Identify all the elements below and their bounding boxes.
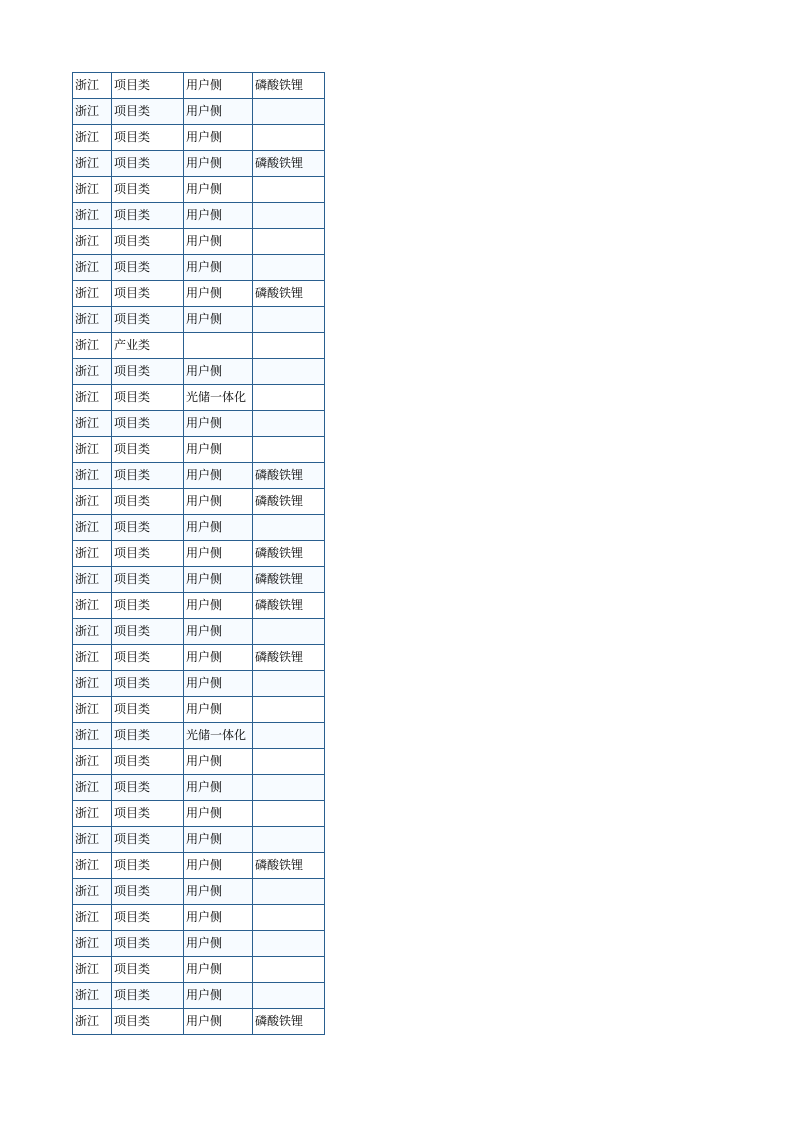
region-cell[interactable]: 浙江 (73, 515, 112, 541)
table-row (73, 645, 325, 671)
technology-cell[interactable]: 磷酸铁锂 (253, 1009, 325, 1035)
region-cell[interactable]: 浙江 (73, 697, 112, 723)
table-row (73, 1009, 325, 1035)
category-cell[interactable]: 项目类 (112, 177, 184, 203)
side-cell[interactable]: 用户侧 (184, 489, 253, 515)
technology-cell[interactable] (253, 671, 325, 697)
side-cell[interactable]: 用户侧 (184, 671, 253, 697)
region-cell[interactable]: 浙江 (73, 385, 112, 411)
category-cell[interactable]: 项目类 (112, 645, 184, 671)
technology-cell[interactable] (253, 437, 325, 463)
technology-cell[interactable] (253, 203, 325, 229)
side-cell[interactable]: 用户侧 (184, 281, 253, 307)
technology-cell[interactable]: 磷酸铁锂 (253, 853, 325, 879)
region-cell[interactable]: 浙江 (73, 489, 112, 515)
side-cell[interactable]: 用户侧 (184, 359, 253, 385)
technology-cell[interactable]: 磷酸铁锂 (253, 73, 325, 99)
region-cell[interactable]: 浙江 (73, 957, 112, 983)
table-row (73, 515, 325, 541)
side-cell[interactable]: 用户侧 (184, 515, 253, 541)
table-row (73, 931, 325, 957)
side-cell[interactable]: 用户侧 (184, 437, 253, 463)
category-cell[interactable]: 项目类 (112, 411, 184, 437)
category-cell[interactable]: 项目类 (112, 359, 184, 385)
category-cell[interactable]: 项目类 (112, 1009, 184, 1035)
category-cell[interactable]: 项目类 (112, 125, 184, 151)
region-cell[interactable]: 浙江 (73, 879, 112, 905)
technology-cell[interactable] (253, 385, 325, 411)
technology-cell[interactable] (253, 749, 325, 775)
region-cell[interactable]: 浙江 (73, 801, 112, 827)
technology-cell[interactable] (253, 931, 325, 957)
region-cell[interactable]: 浙江 (73, 73, 112, 99)
region-cell[interactable]: 浙江 (73, 567, 112, 593)
side-cell[interactable]: 用户侧 (184, 411, 253, 437)
category-cell[interactable]: 项目类 (112, 697, 184, 723)
side-cell[interactable]: 用户侧 (184, 307, 253, 333)
table-row (73, 827, 325, 853)
table-row (73, 359, 325, 385)
category-cell[interactable]: 项目类 (112, 853, 184, 879)
table-row (73, 905, 325, 931)
category-cell[interactable]: 项目类 (112, 671, 184, 697)
table-row (73, 333, 325, 359)
table-row (73, 957, 325, 983)
category-cell[interactable]: 项目类 (112, 905, 184, 931)
technology-cell[interactable] (253, 827, 325, 853)
region-cell[interactable]: 浙江 (73, 359, 112, 385)
side-cell[interactable]: 用户侧 (184, 853, 253, 879)
side-cell[interactable]: 光储一体化 (184, 723, 253, 749)
category-cell[interactable]: 项目类 (112, 619, 184, 645)
side-cell[interactable]: 用户侧 (184, 151, 253, 177)
region-cell[interactable]: 浙江 (73, 411, 112, 437)
table-row (73, 281, 325, 307)
category-cell[interactable]: 项目类 (112, 203, 184, 229)
category-cell[interactable]: 项目类 (112, 801, 184, 827)
category-cell[interactable]: 项目类 (112, 541, 184, 567)
category-cell[interactable]: 项目类 (112, 385, 184, 411)
region-cell[interactable]: 浙江 (73, 177, 112, 203)
table-row (73, 801, 325, 827)
table-row (73, 151, 325, 177)
side-cell[interactable]: 用户侧 (184, 99, 253, 125)
side-cell[interactable]: 用户侧 (184, 827, 253, 853)
technology-cell[interactable] (253, 177, 325, 203)
category-cell[interactable]: 项目类 (112, 515, 184, 541)
side-cell[interactable]: 用户侧 (184, 931, 253, 957)
side-cell[interactable]: 用户侧 (184, 541, 253, 567)
technology-cell[interactable] (253, 801, 325, 827)
category-cell[interactable]: 项目类 (112, 567, 184, 593)
region-cell[interactable]: 浙江 (73, 307, 112, 333)
table-row (73, 255, 325, 281)
side-cell[interactable]: 用户侧 (184, 749, 253, 775)
region-cell[interactable]: 浙江 (73, 645, 112, 671)
category-cell[interactable]: 项目类 (112, 879, 184, 905)
technology-cell[interactable] (253, 411, 325, 437)
region-cell[interactable]: 浙江 (73, 827, 112, 853)
region-cell[interactable]: 浙江 (73, 775, 112, 801)
table-row (73, 853, 325, 879)
category-cell[interactable]: 项目类 (112, 229, 184, 255)
region-cell[interactable]: 浙江 (73, 229, 112, 255)
side-cell[interactable]: 用户侧 (184, 229, 253, 255)
side-cell[interactable]: 用户侧 (184, 645, 253, 671)
table-body (73, 73, 325, 1035)
technology-cell[interactable]: 磷酸铁锂 (253, 489, 325, 515)
table-row (73, 697, 325, 723)
table-row (73, 879, 325, 905)
side-cell[interactable]: 用户侧 (184, 775, 253, 801)
table-row (73, 177, 325, 203)
technology-cell[interactable] (253, 775, 325, 801)
technology-cell[interactable]: 磷酸铁锂 (253, 151, 325, 177)
region-cell[interactable]: 浙江 (73, 853, 112, 879)
category-cell[interactable]: 项目类 (112, 931, 184, 957)
table-row (73, 437, 325, 463)
table-row (73, 73, 325, 99)
region-cell[interactable]: 浙江 (73, 437, 112, 463)
side-cell[interactable]: 用户侧 (184, 619, 253, 645)
category-cell[interactable]: 项目类 (112, 723, 184, 749)
table-row (73, 463, 325, 489)
category-cell[interactable]: 项目类 (112, 957, 184, 983)
region-cell[interactable]: 浙江 (73, 203, 112, 229)
technology-cell[interactable]: 磷酸铁锂 (253, 281, 325, 307)
region-cell[interactable]: 浙江 (73, 671, 112, 697)
technology-cell[interactable] (253, 307, 325, 333)
table-row (73, 723, 325, 749)
category-cell[interactable]: 项目类 (112, 437, 184, 463)
table-row (73, 749, 325, 775)
region-cell[interactable]: 浙江 (73, 619, 112, 645)
region-cell[interactable]: 浙江 (73, 723, 112, 749)
side-cell[interactable]: 用户侧 (184, 125, 253, 151)
side-cell[interactable]: 用户侧 (184, 879, 253, 905)
category-cell[interactable]: 项目类 (112, 827, 184, 853)
technology-cell[interactable] (253, 125, 325, 151)
table-row (73, 99, 325, 125)
region-cell[interactable]: 浙江 (73, 1009, 112, 1035)
side-cell[interactable]: 用户侧 (184, 203, 253, 229)
region-cell[interactable]: 浙江 (73, 541, 112, 567)
category-cell[interactable]: 项目类 (112, 489, 184, 515)
technology-cell[interactable]: 磷酸铁锂 (253, 567, 325, 593)
side-cell[interactable]: 用户侧 (184, 255, 253, 281)
table-row (73, 541, 325, 567)
technology-cell[interactable]: 磷酸铁锂 (253, 593, 325, 619)
category-cell[interactable]: 产业类 (112, 333, 184, 359)
technology-cell[interactable] (253, 619, 325, 645)
side-cell[interactable]: 用户侧 (184, 593, 253, 619)
region-cell[interactable]: 浙江 (73, 151, 112, 177)
region-cell[interactable]: 浙江 (73, 281, 112, 307)
side-cell[interactable]: 用户侧 (184, 73, 253, 99)
table-row (73, 411, 325, 437)
region-cell[interactable]: 浙江 (73, 99, 112, 125)
table-row (73, 307, 325, 333)
region-cell[interactable]: 浙江 (73, 749, 112, 775)
table-row (73, 229, 325, 255)
side-cell[interactable]: 光储一体化 (184, 385, 253, 411)
technology-cell[interactable] (253, 333, 325, 359)
side-cell[interactable] (184, 333, 253, 359)
technology-cell[interactable]: 磷酸铁锂 (253, 541, 325, 567)
technology-cell[interactable]: 磷酸铁锂 (253, 645, 325, 671)
table-row (73, 593, 325, 619)
category-cell[interactable]: 项目类 (112, 151, 184, 177)
category-cell[interactable]: 项目类 (112, 73, 184, 99)
category-cell[interactable]: 项目类 (112, 281, 184, 307)
region-cell[interactable]: 浙江 (73, 593, 112, 619)
technology-cell[interactable] (253, 723, 325, 749)
category-cell[interactable]: 项目类 (112, 99, 184, 125)
technology-cell[interactable] (253, 229, 325, 255)
table-row (73, 385, 325, 411)
table-row (73, 203, 325, 229)
side-cell[interactable]: 用户侧 (184, 1009, 253, 1035)
side-cell[interactable]: 用户侧 (184, 905, 253, 931)
side-cell[interactable]: 用户侧 (184, 567, 253, 593)
region-cell[interactable]: 浙江 (73, 905, 112, 931)
side-cell[interactable]: 用户侧 (184, 697, 253, 723)
side-cell[interactable]: 用户侧 (184, 801, 253, 827)
region-cell[interactable]: 浙江 (73, 931, 112, 957)
table-row (73, 671, 325, 697)
technology-cell[interactable] (253, 255, 325, 281)
technology-cell[interactable] (253, 905, 325, 931)
table-row (73, 567, 325, 593)
technology-cell[interactable] (253, 515, 325, 541)
technology-cell[interactable] (253, 879, 325, 905)
table-row (73, 983, 325, 1009)
side-cell[interactable]: 用户侧 (184, 463, 253, 489)
category-cell[interactable]: 项目类 (112, 593, 184, 619)
technology-cell[interactable] (253, 359, 325, 385)
technology-cell[interactable]: 磷酸铁锂 (253, 463, 325, 489)
table-row (73, 125, 325, 151)
category-cell[interactable]: 项目类 (112, 255, 184, 281)
region-cell[interactable]: 浙江 (73, 333, 112, 359)
side-cell[interactable]: 用户侧 (184, 177, 253, 203)
region-cell[interactable]: 浙江 (73, 125, 112, 151)
region-cell[interactable]: 浙江 (73, 255, 112, 281)
technology-cell[interactable] (253, 697, 325, 723)
table-row (73, 775, 325, 801)
category-cell[interactable]: 项目类 (112, 749, 184, 775)
technology-cell[interactable] (253, 957, 325, 983)
table-row (73, 619, 325, 645)
region-cell[interactable]: 浙江 (73, 983, 112, 1009)
data-table (72, 72, 325, 1035)
category-cell[interactable]: 项目类 (112, 775, 184, 801)
region-cell[interactable]: 浙江 (73, 463, 112, 489)
category-cell[interactable]: 项目类 (112, 983, 184, 1009)
category-cell[interactable]: 项目类 (112, 307, 184, 333)
side-cell[interactable]: 用户侧 (184, 983, 253, 1009)
technology-cell[interactable] (253, 983, 325, 1009)
technology-cell[interactable] (253, 99, 325, 125)
category-cell[interactable]: 项目类 (112, 463, 184, 489)
table-row (73, 489, 325, 515)
side-cell[interactable]: 用户侧 (184, 957, 253, 983)
